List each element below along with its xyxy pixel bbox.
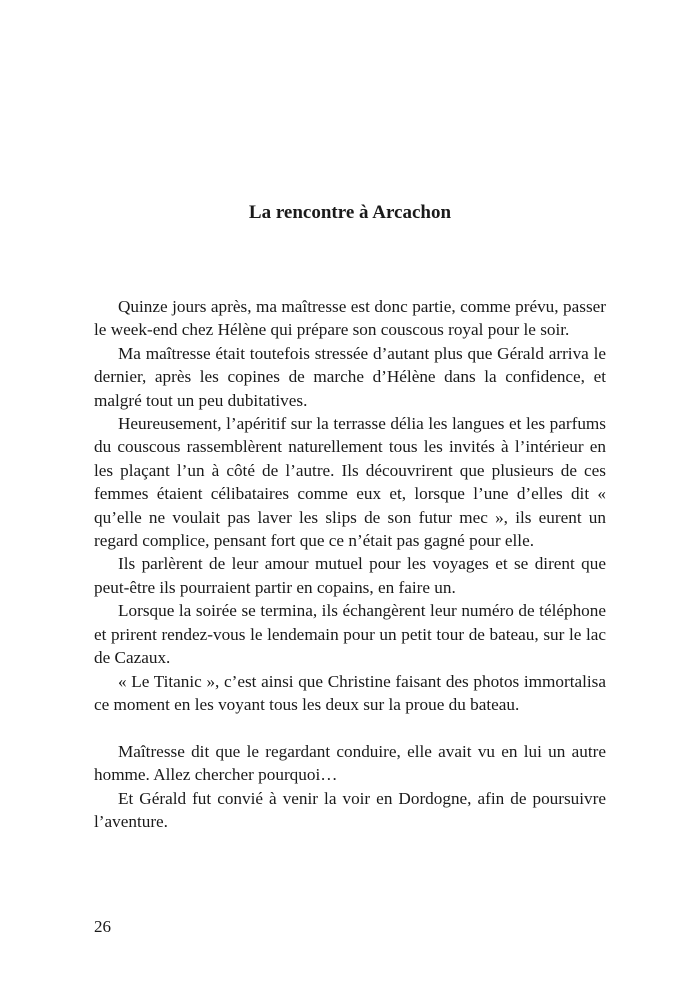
page-number: 26 [94,917,111,936]
paragraph: Heureusement, l’apéritif sur la terrasse délia les langues et les parfums du couscous rassemblèrent naturellement tous les invités à l’intérieur en les plaçant l’un à côté de l’autre. Ils découvrirent que plusieurs de ces femmes étaient célibataires comme eux et, lorsque l’une d’elles dit « qu’elle ne voulait pas laver les slips de son futur mec », ils eurent un regard complice, pensant fort que ce n’était pas gagné pour elle. [94,414,606,551]
paragraph: Quinze jours après, ma maîtresse est donc partie, comme prévu, passer le week-end chez Hélène qui prépare son couscous royal pour le soir. [94,297,606,340]
chapter-title: La rencontre à Arcachon [248,202,452,223]
paragraph: Ma maîtresse était toutefois stressée d’autant plus que Gérald arriva le dernier, après les copines de marche d’Hélène dans la confidence, et malgré tout un peu dubitatives. [94,343,606,410]
paragraph: Maîtresse dit que le regardant conduire, elle avait vu en lui un autre homme. Allez chercher pourquoi… [94,741,606,785]
paragraph: Lorsque la soirée se termina, ils échangèrent leur numéro de téléphone et prirent rendez-vous le lendemain pour un petit tour de bateau, sur le lac de Cazaux. [94,601,606,668]
paragraph: Et Gérald fut convié à venir la voir en Dordogne, afin de poursuivre l’aventure. [94,788,606,831]
paragraph: Ils parlèrent de leur amour mutuel pour les voyages et se dirent que peut-être ils pourraient partir en copains, en faire un. [94,554,606,597]
text-body [94,295,606,833]
paragraph: « Le Titanic », c’est ainsi que Christine faisant des photos immortalisa ce moment en les voyant tous les deux sur la proue du bateau. [94,671,606,714]
